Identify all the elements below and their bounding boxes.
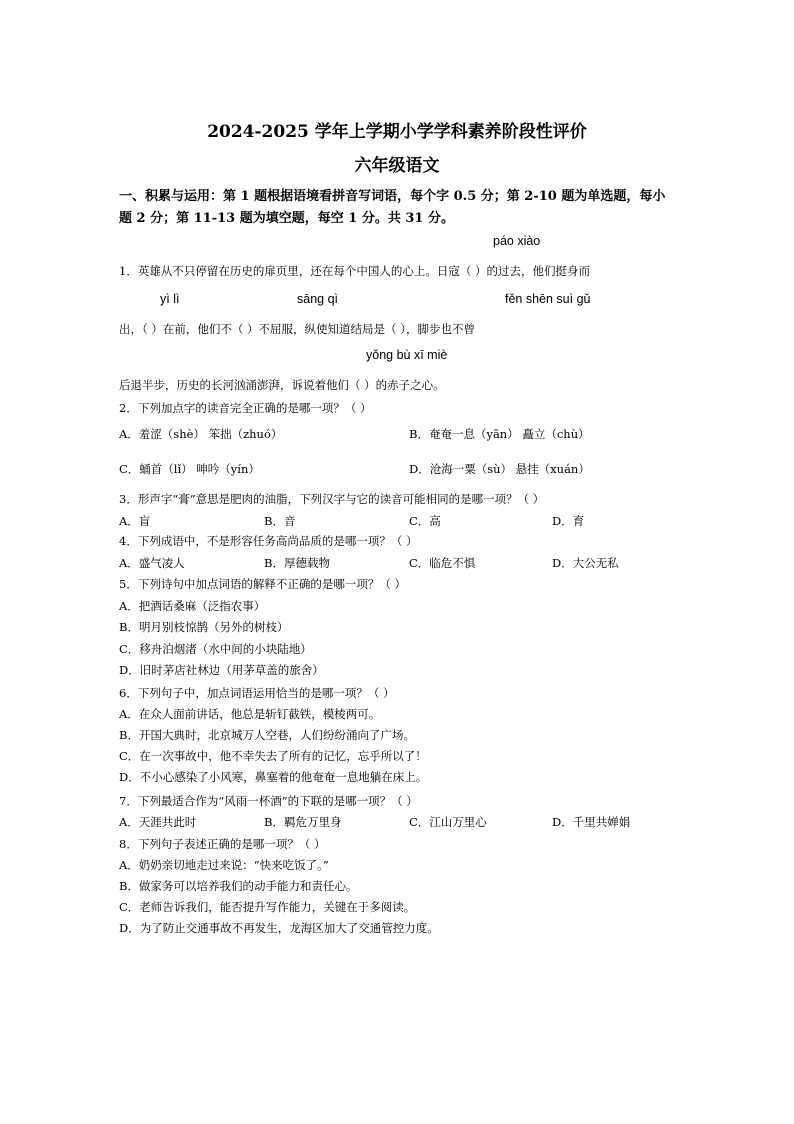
q3-option-c: C．高 xyxy=(409,514,441,528)
q1-line2: 出，（ ）在前，他们不（ ）不屈服，纵使知道结局是（ ），脚步也不曾 xyxy=(119,322,475,336)
q1-line1: 1．英雄从不只停留在历史的扉页里，还在每个中国人的心上。日寇（ ）的过去，他们挺身而 xyxy=(119,264,590,278)
q3-option-a: A．盲 xyxy=(119,514,151,528)
q2-option-c: C．蛹首（lǐ） 呻吟（yín） xyxy=(119,462,260,476)
q5-option-d: D．旧时茅店社林边（用茅草盖的旅舍） xyxy=(119,663,324,677)
q1-line3: 后退半步，历史的长河汹涌澎湃，诉说着他们（ ）的赤子之心。 xyxy=(119,378,445,392)
q3-stem: 3．形声字“膏”意思是肥肉的油脂，下列汉字与它的读音可能相同的是哪一项？（ ） xyxy=(119,492,545,506)
q2-option-b: B．奄奄一息（yān） 矗立（chù） xyxy=(409,427,590,441)
q7-stem: 7．下列最适合作为“风雨一杯酒”的下联的是哪一项？（ ） xyxy=(119,794,418,808)
q6-stem: 6．下列句子中，加点词语运用恰当的是哪一项？（ ） xyxy=(119,686,395,700)
q6-option-b: B．开国大典时，北京城万人空巷，人们纷纷涌向了广场。 xyxy=(119,728,415,742)
q5-option-a: A．把酒话桑麻（泛指农事） xyxy=(119,599,266,613)
q8-option-d: D．为了防止交通事故不再发生，龙海区加大了交通管控力度。 xyxy=(119,921,439,935)
section-1-heading-line1: 一、积累与运用：第 1 题根据语境看拼音写词语，每个字 0.5 分；第 2-10 题为单选题，每小 xyxy=(119,189,666,204)
q4-option-d: D．大公无私 xyxy=(552,556,619,570)
q2-option-d: D．沧海一粟（sù） 悬挂（xuán） xyxy=(409,462,590,476)
q4-option-a: A．盛气凌人 xyxy=(119,556,185,570)
q4-option-c: C．临危不惧 xyxy=(409,556,476,570)
q1-pinyin-yili: yì lì xyxy=(160,292,180,306)
q4-stem: 4．下列成语中，不是形容任务高尚品质的是哪一项？（ ） xyxy=(119,534,418,548)
q7-option-d: D．千里共婵娟 xyxy=(552,815,631,829)
q2-stem: 2．下列加点字的读音完全正确的是哪一项？（ ） xyxy=(119,401,372,415)
q1-pinyin-paoxiao: páo xiào xyxy=(493,234,541,248)
exam-title: 2024-2025 学年上学期小学学科素养阶段性评价 xyxy=(207,122,587,142)
q1-pinyin-yongbuximie: yǒng bù xī miè xyxy=(366,348,448,362)
q6-option-a: A．在众人面前讲话，他总是斩钉截铁，模棱两可。 xyxy=(119,707,381,721)
q3-option-d: D．育 xyxy=(552,514,585,528)
q8-option-b: B．做家务可以培养我们的动手能力和责任心。 xyxy=(119,879,358,893)
q1-pinyin-sangqi: sāng qì xyxy=(297,292,339,306)
q3-option-b: B．音 xyxy=(264,514,296,528)
section-1-heading-line2: 题 2 分；第 11-13 题为填空题，每空 1 分。共 31 分。 xyxy=(119,211,454,226)
q7-option-a: A．天涯共此时 xyxy=(119,815,197,829)
q8-option-a: A．奶奶亲切地走过来说：“快来吃饭了。” xyxy=(119,858,329,872)
q5-option-b: B．明月别枝惊鹊（另外的树枝） xyxy=(119,620,289,634)
q7-option-b: B．羁危万里身 xyxy=(264,815,342,829)
q4-option-b: B．厚德载物 xyxy=(264,556,330,570)
q7-option-c: C．江山万里心 xyxy=(409,815,487,829)
q5-stem: 5．下列诗句中加点词语的解释不正确的是哪一项？（ ） xyxy=(119,577,406,591)
q2-option-a: A．羞涩（shè） 笨拙（zhuó） xyxy=(119,427,283,441)
q8-option-c: C．老师告诉我们，能否提升写作能力，关键在于多阅读。 xyxy=(119,900,416,914)
q6-option-d: D．不小心感染了小风寒，鼻塞着的他奄奄一息地躺在床上。 xyxy=(119,770,428,784)
exam-subtitle: 六年级语文 xyxy=(354,156,440,176)
q8-stem: 8．下列句子表述正确的是哪一项？（ ） xyxy=(119,837,326,851)
q1-pinyin-fenshensuigu: fěn shēn suì gǔ xyxy=(505,292,591,306)
q5-option-c: C．移舟泊烟渚（水中间的小块陆地） xyxy=(119,642,312,656)
q6-option-c: C．在一次事故中，他不幸失去了所有的记忆，忘乎所以了！ xyxy=(119,749,427,763)
